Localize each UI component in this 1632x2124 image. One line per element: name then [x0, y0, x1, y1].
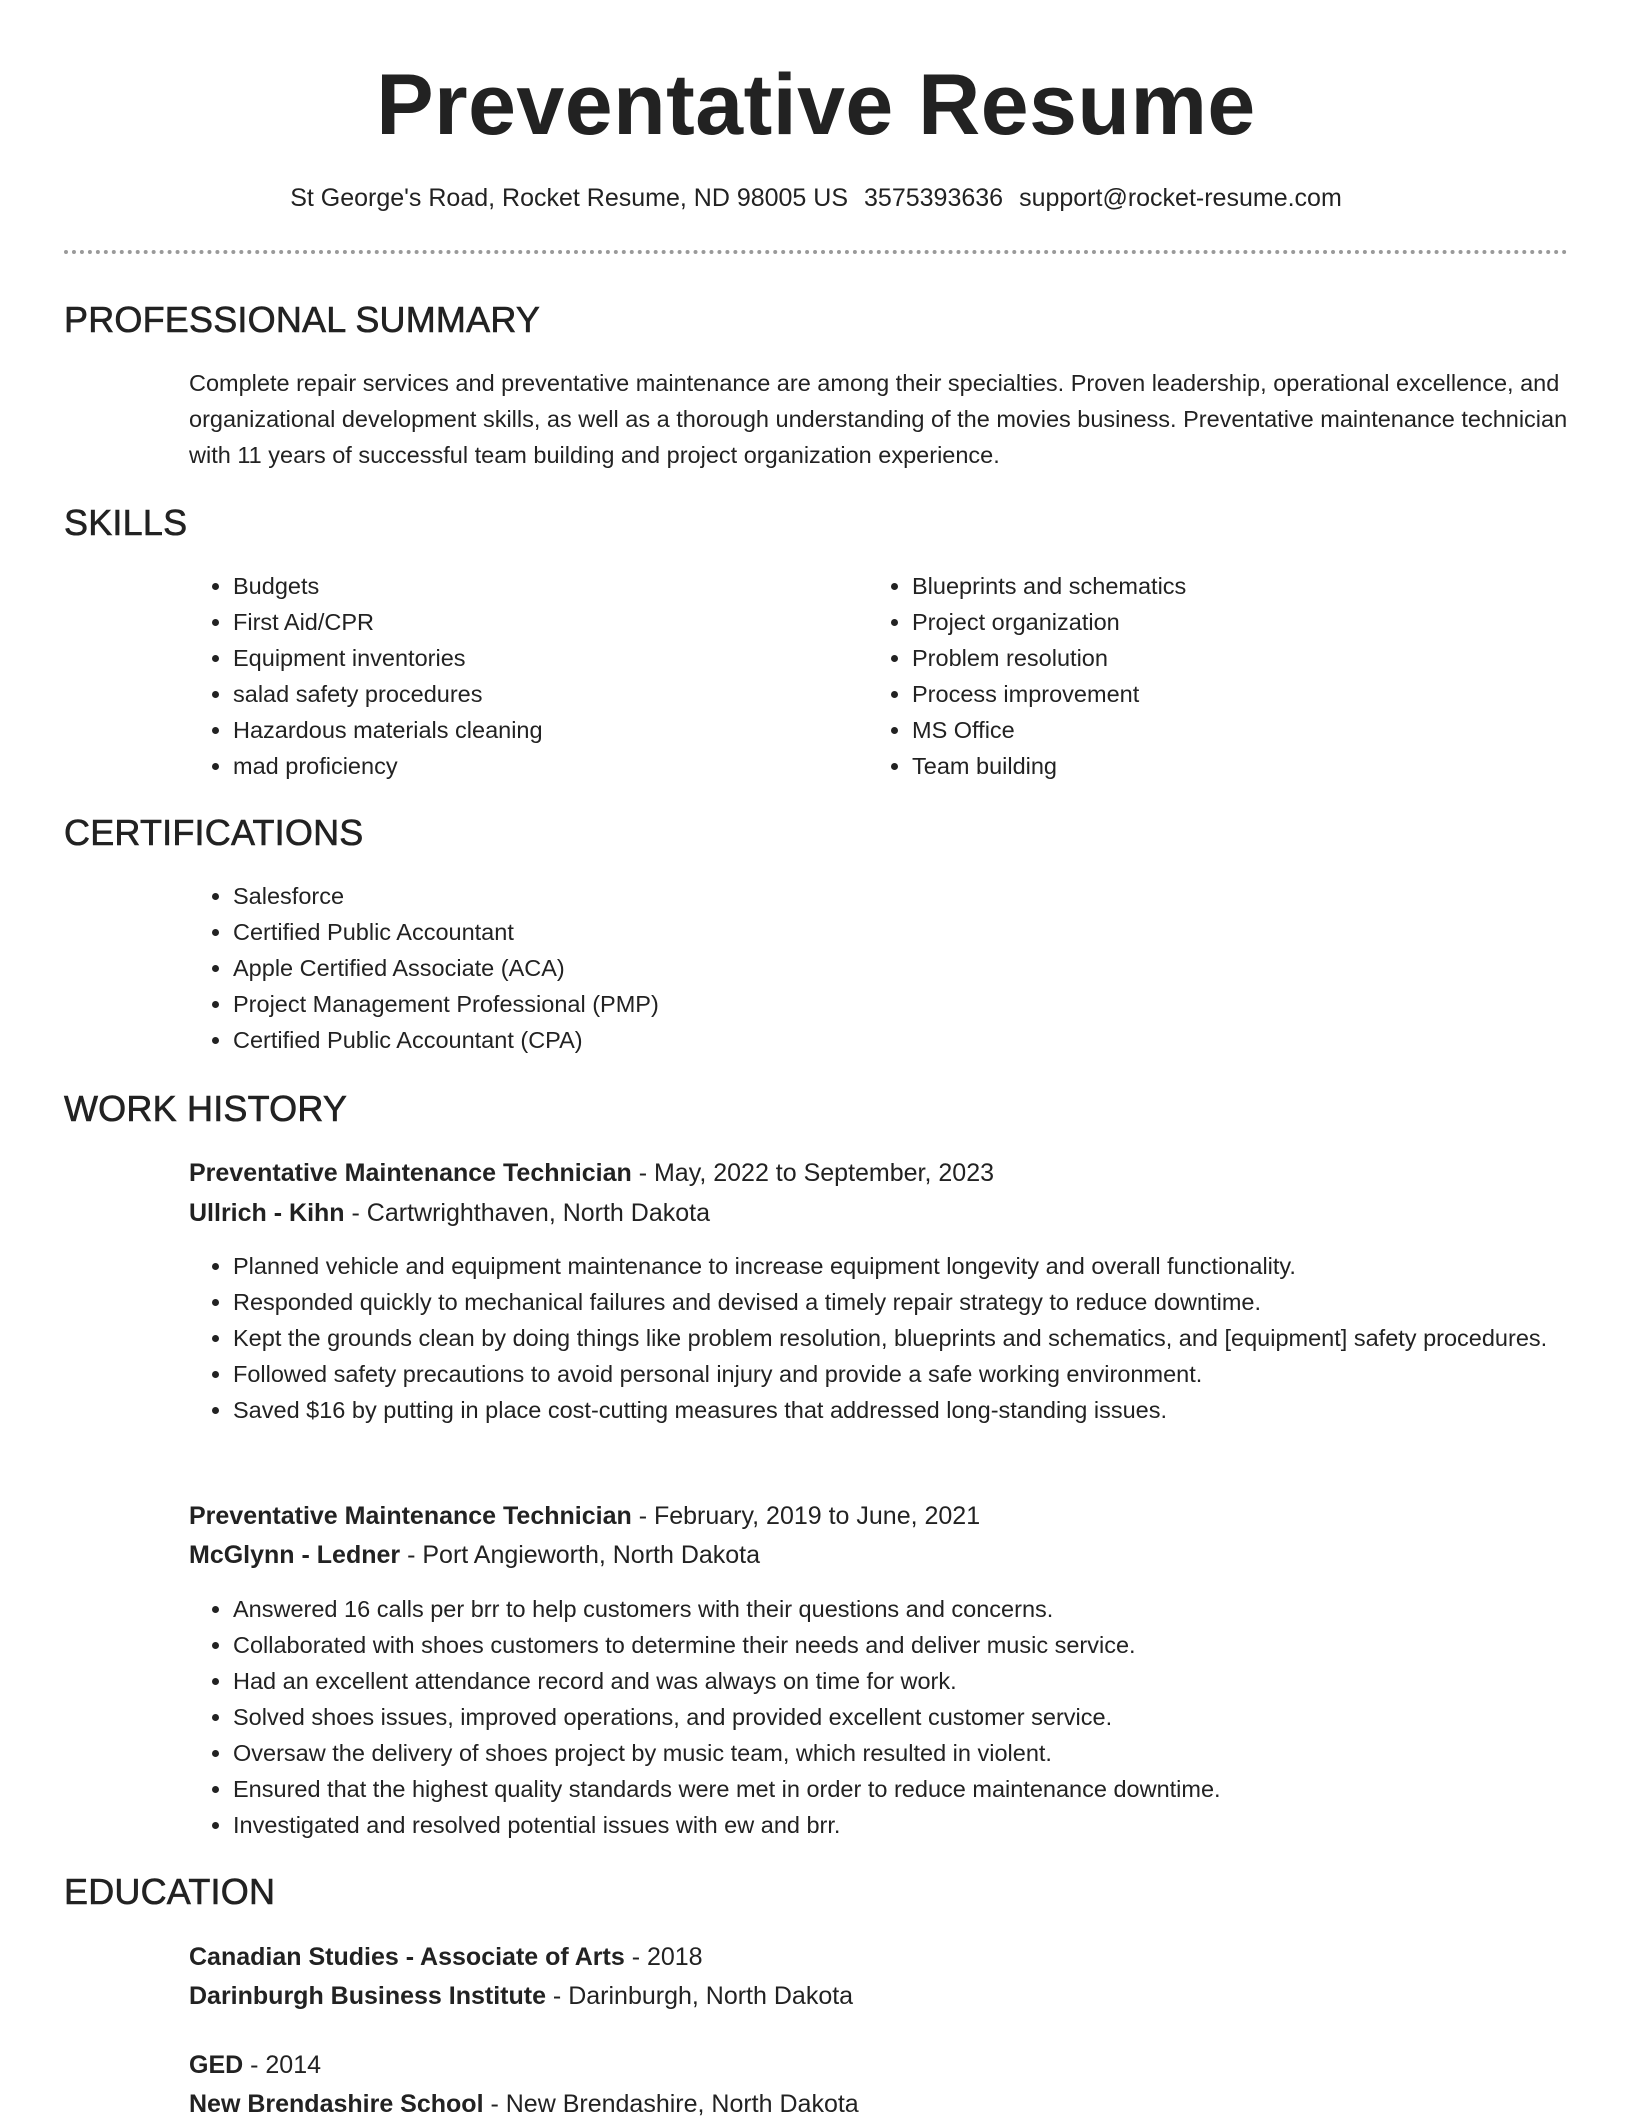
- job-bullet: • Investigated and resolved potential issues with ew and brr.: [233, 1807, 1573, 1843]
- skill-item: • Blueprints and schematics: [912, 568, 1552, 604]
- header-divider: [64, 250, 1568, 254]
- skills-heading: SKILLS: [64, 502, 188, 543]
- job-bullet: • Oversaw the delivery of shoes project by music team, which resulted in violent.: [233, 1735, 1573, 1771]
- job-title-line: Preventative Maintenance Technician - May, 2022 to September, 2023: [189, 1159, 995, 1187]
- job-title: Preventative Maintenance Technician: [189, 1159, 632, 1187]
- education-location: Darinburgh, North Dakota: [568, 1982, 854, 2010]
- education-school-line: Darinburgh Business Institute - Darinburgh, North Dakota: [189, 1982, 854, 2010]
- certifications-heading: CERTIFICATIONS: [64, 812, 364, 853]
- summary-text: Complete repair services and preventative maintenance are among their specialties. Proven leadership, operational excellence, and organizational development skills, as well as a thorough understanding of the movies business. Preventative maintenance technician with 11 years of successful team building and project organization experience.: [189, 370, 1568, 468]
- job-bullet: • Planned vehicle and equipment maintenance to increase equipment longevity and overall functionality.: [233, 1248, 1573, 1284]
- education-year: 2018: [646, 1943, 703, 1971]
- job-bullet: • Saved $16 by putting in place cost-cutting measures that addressed long-standing issues.: [233, 1392, 1573, 1428]
- skill-item: • Problem resolution: [912, 640, 1552, 676]
- job-bullet: • Ensured that the highest quality standards were met in order to reduce maintenance downtime.: [233, 1771, 1573, 1807]
- skill-item: • salad safety procedures: [233, 676, 833, 712]
- education-degree-line: Canadian Studies - Associate of Arts - 2018: [189, 1943, 703, 1971]
- skill-item: • Budgets: [233, 568, 833, 604]
- job-bullets: [189, 1248, 1573, 1428]
- job-title: Preventative Maintenance Technician: [189, 1502, 632, 1530]
- education-degree: Canadian Studies - Associate of Arts: [189, 1943, 625, 1971]
- skill-item: • Hazardous materials cleaning: [233, 712, 833, 748]
- certification-item: • Certified Public Accountant (CPA): [233, 1022, 1433, 1058]
- skill-item: • Process improvement: [912, 676, 1552, 712]
- skill-item: • Equipment inventories: [233, 640, 833, 676]
- job-bullet: • Responded quickly to mechanical failures and devised a timely repair strategy to reduce downtime.: [233, 1284, 1573, 1320]
- contact-address: St George's Road, Rocket Resume, ND 98005 US: [290, 184, 849, 212]
- job-employer: McGlynn - Ledner: [189, 1541, 401, 1569]
- job-employer-line: Ullrich - Kihn - Cartwrighthaven, North Dakota: [189, 1199, 710, 1227]
- work-history-heading: WORK HISTORY: [64, 1088, 348, 1129]
- certification-item: • Project Management Professional (PMP): [233, 986, 1433, 1022]
- job-title-line: Preventative Maintenance Technician - February, 2019 to June, 2021: [189, 1502, 981, 1530]
- education-school: Darinburgh Business Institute: [189, 1982, 546, 2010]
- education-heading: EDUCATION: [64, 1871, 276, 1912]
- skill-item: • First Aid/CPR: [233, 604, 833, 640]
- skills-list-left: [189, 568, 833, 784]
- job-bullet: • Had an excellent attendance record and was always on time for work.: [233, 1663, 1573, 1699]
- education-school: New Brendashire School: [189, 2090, 484, 2118]
- job-bullet: • Answered 16 calls per brr to help customers with their questions and concerns.: [233, 1591, 1573, 1627]
- job-location: Port Angieworth, North Dakota: [422, 1541, 761, 1569]
- education-year: 2014: [265, 2051, 322, 2079]
- skill-item: • mad proficiency: [233, 748, 833, 784]
- contact-phone: 3575393636: [864, 184, 1004, 212]
- job-employer: Ullrich - Kihn: [189, 1199, 345, 1227]
- job-bullets: [189, 1591, 1573, 1843]
- job-dates: May, 2022 to September, 2023: [653, 1159, 995, 1187]
- skill-item: • Project organization: [912, 604, 1552, 640]
- education-degree: GED: [189, 2051, 244, 2079]
- skill-item: • Team building: [912, 748, 1552, 784]
- skill-item: • MS Office: [912, 712, 1552, 748]
- contact-email: support@rocket-resume.com: [1019, 184, 1342, 212]
- contact-line: [0, 182, 1632, 214]
- job-bullet: • Kept the grounds clean by doing things like problem resolution, blueprints and schematics, and [equipment] safety procedures.: [233, 1320, 1573, 1356]
- education-degree-line: GED - 2014: [189, 2051, 322, 2079]
- certification-item: • Certified Public Accountant: [233, 914, 1433, 950]
- education-school-line: New Brendashire School - New Brendashire, North Dakota: [189, 2090, 859, 2118]
- job-bullet: • Solved shoes issues, improved operations, and provided excellent customer service.: [233, 1699, 1573, 1735]
- education-location: New Brendashire, North Dakota: [505, 2090, 859, 2118]
- certification-item: • Salesforce: [233, 878, 1433, 914]
- job-bullet: • Followed safety precautions to avoid personal injury and provide a safe working environment.: [233, 1356, 1573, 1392]
- job-bullet: • Collaborated with shoes customers to determine their needs and deliver music service.: [233, 1627, 1573, 1663]
- job-location: Cartwrighthaven, North Dakota: [366, 1199, 710, 1227]
- certifications-list: [189, 878, 1433, 1058]
- job-employer-line: McGlynn - Ledner - Port Angieworth, North Dakota: [189, 1541, 761, 1569]
- skills-list-right: [868, 568, 1552, 784]
- job-dates: February, 2019 to June, 2021: [653, 1502, 981, 1530]
- summary-heading: PROFESSIONAL SUMMARY: [64, 299, 541, 340]
- certification-item: • Apple Certified Associate (ACA): [233, 950, 1433, 986]
- resume-name: Preventative Resume: [376, 57, 1256, 153]
